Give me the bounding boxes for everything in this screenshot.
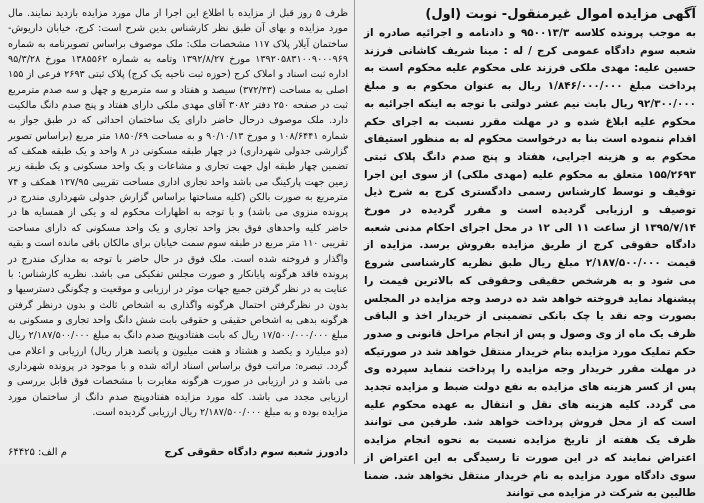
signature-row	[8, 446, 348, 460]
signature-org: دادورز شعبه سوم دادگاه حقوقی کرج	[164, 447, 348, 458]
notice-body: به موجب پرونده کلاسه ۹۵۰۰۱۳/۳ و دادنامه و اجرائیه صادره از شعبه سوم دادگاه عمومی کرج / له : مینا شریف کاشانی فرزند حسین علیه: مهدی ملکی فرزند علی محکوم علیه محکوم است به پرداخت مبلغ ۱/۸۴۶/۰۰۰/۰۰۰ ریال به عنوان محکوم به و مبلغ ۹۲/۳۰۰/۰۰۰ ریال بابت نیم عشر دولتی با توجه به اینکه اجرائیه به محکوم علیه ابلاغ شده و در مهلت مقرر نسبت به اجرای حکم اقدام ننموده است بنا به درخواست محکوم له به منظور استیفای محکوم به و هزینه اجرایی، هفتاد و پنج صدم دانگ پلاک ثبتی ۱۵۵/۲۶۹۳ متعلق به محکوم علیه (مهدی ملکی) از سوی این اجرا توقیف و توسط کارشناس رسمی دادگستری کرج به شرح ذیل توصیف و ارزیابی گردیده است و مقرر گردیده در مورخ ۱۳۹۵/۷/۱۴ از ساعت ۱۱ الی ۱۲ در محل اجرای احکام مدنی شعبه دادگاه حقوقی کرج از طریق مزایده بفروش برسد. مزایده از قیمت ۲/۱۸۷/۵۰۰/۰۰۰ مبلغ ریال طبق نظریه کارشناسی شروع می شود و به هرشخص حقیقی وحقوقی که بالاترین قیمت را پیشنهاد نماید فروخته خواهد شد ده درصد وجه مزایده در المجلس بصورت وجه نقد یا چک بانکی تضمینی از خریدار اخذ و الباقی ظرف یک ماه از وی وصول و پس از انجام مراحل قانونی و صدور حکم تملیک مورد مزایده بنام خریدار منتقل خواهد شد در صورتیکه در مهلت مقرر خریدار وجه مزایده را پرداخت ننماید سپرده وی پس از کسر هزینه های مزایده به نفع دولت ضبط و مزایده تجدید می گردد. کلیه هزینه های نقل و انتقال به عهده محکوم علیه است که از محل فروش پرداخت خواهد شد. طرفین می توانند ظرف یک هفته از تاریخ مزایده نسبت به نحوه انجام مزایده اعتراض نمایند که در این صورت تا رسیدگی به این اعتراض از سوی دادگاه مورد مزایده به نام خریدار منتقل نخواهد شد. ضمنا طالبین به شرکت در مزایده می توانند	[364, 27, 697, 500]
signature-code: م الف: ۶۴۴۲۵	[8, 447, 67, 458]
continuation-column	[0, 0, 356, 464]
continuation-body: ظرف ۵ روز قبل از مزایده با اطلاع این اجرا از مال مورد مزایده بازدید نمایند. مال مورد مزایده و بهای آن طبق نظر کارشناس بدین شرح است: کرج، خیابان داریوش- ساختمان آیلار پلاک ۱۱۷ مشخصات ملک: ملک موصوف براساس تصویرنامه به شماره ۱۳۹۲۰۵۸۳۱۰۰۹۰۰۰۹۶۹ مورخ ۱۳۹۲/۸/۲۷ وتامه به شماره ۱۳۸۵۵۶۲ مورخ ۹۵/۳/۲۸ اداره ثبت اسناد و املاک کرج (حوزه ثبت ناحیه یک کرج) پلاک ثبتی ۲۶۹۳ فرعی از ۱۵۵ اصلی به مساحت (۳۷۲/۴۳) سیصد و هفتاد و سه مترمربع و چهل و سه صدم مترمربع ثبت در صفحه ۲۵۰ دفتر ۳۰۸۲ آقای مهدی ملکی دارای هفتاد و پنج صدم دانگ مالکیت دارد. ملک موصوف درحال حاضر دارای یک ساختمان احداثی که در طبق جواز به شماره ۱۰۸/۶۴۴۱ و مورخ ۹۰/۱۰/۱۳ و به مساحت ۱۸۵۰/۶۹ متر مربع (براساس تصویر گزارشی جدولی شهرداری) در چهار طبقه مسکونی در ۸ واحد و یک طبقه همکف که تضمین چهار طبقه اول جهت تجاری و مشاعات و یک واحد مسکونی و یک طبقه زیر زمین جهت پارکینگ می باشد واحد تجاری اداری مساحت تقریبی ۱۲۷/۹۵ همکف و ۷۴ مترمربع به صورت بالکن (کلیه مساحتها براساس گزارش جدولی شهرداری مندرج در پرونده منزوی می باشد) و با توجه به اظهارات محکوم له و یکی از همسایه ها در حاضر کلیه واحدهای فوق بجز واحد تجاری و یک واحد مسکونی که دارای مساحت تقریبی ۱۱۰ متر مربع در طبقه سوم سمت خیابان برای مالکان باقی مانده است و بقیه واگذار و فروخته شده است. ملک فوق در حال حاضر با توجه به مدارک مندرج در پرونده فاقد هرگونه پایانکار و صورت مجلس تفکیکی می باشد. نظریه کارشناس: با عنایت به در نظر گرفتن جمیع جهات موثر در ارزیابی و موقعیت و چگونگی دسترسیها و بدون در نظرگرفتن احتمال هرگونه واگذاری به اشخاص ثالث و بدون درنظر گرفتن هرگونه بدهی به اشخاص حقیقی و حقوقی بابت شش دانگ واحد تجاری و مسکونی به مبلغ ۱۷/۵۰۰/۰۰۰/۰۰۰ ریال که بابت هفتادوپنج صدم دانگ به مبلغ ۲/۱۸۷/۵۰۰/۰۰۰ ریال (دو میلیارد و یکصد و هشتاد و هفت میلیون و پانصد هزار ریال) ارزیابی و اعلام می گردد. تبصره: مراتب فوق براساس اسناد ارائه شده و با موجود در پرونده شهرداری می باشد و در ارزیابی در صورت هرگونه مغایرت با مشخصات فوق قابل بررسی و ارزیابی مجدد می باشد. کله مورد مزایده هفتادوپنج صدم دانگ از ساختمان مورد مزایده بوده و به مبلغ ۲/۱۸۷/۵۰۰/۰۰۰ ریال ارزیابی گردیده است.	[8, 8, 349, 418]
notice-title: آگهی مزایده اموال غیرمنقول- نوبت (اول)	[425, 7, 696, 22]
auction-notice-column	[356, 0, 704, 500]
